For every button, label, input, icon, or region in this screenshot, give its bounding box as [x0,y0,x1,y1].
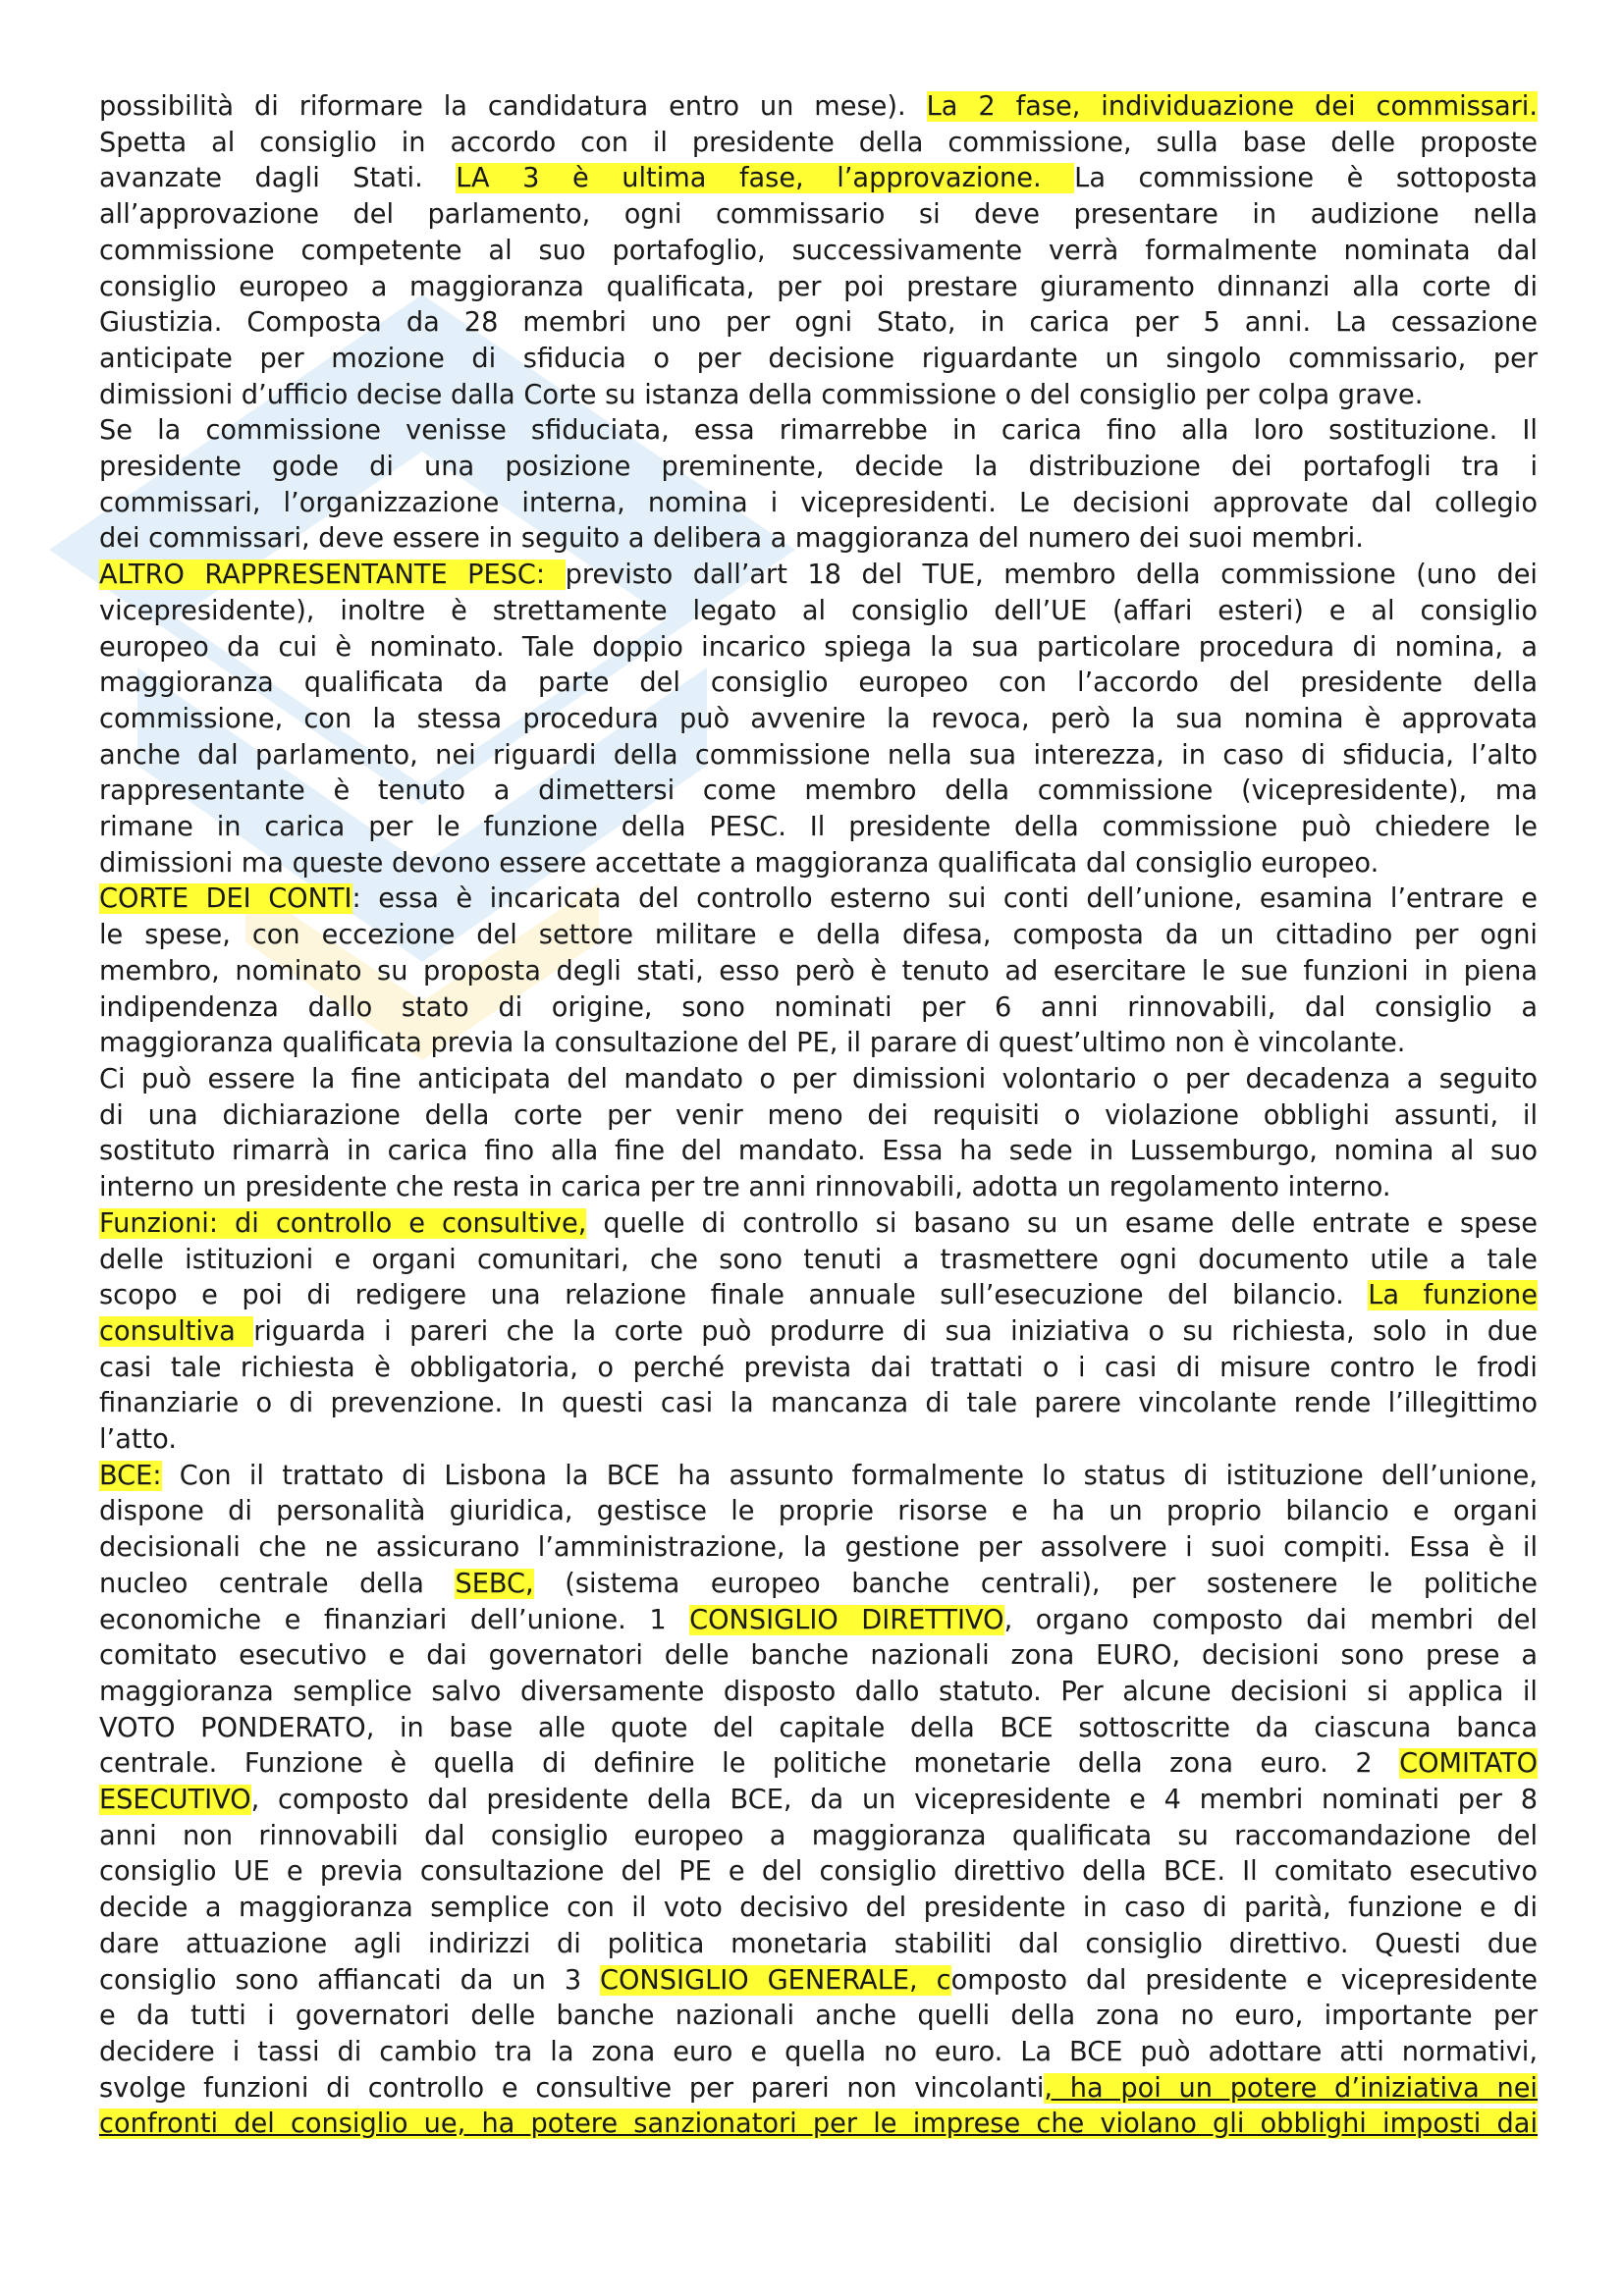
text-segment: economiche e finanziari dell’unione. 1 [99,1604,690,1635]
highlighted-text: confronti del consiglio ue, ha potere sanzionatori per le imprese che violano gli obblighi imposti dai [99,2109,1538,2140]
text-line [99,1854,1538,1891]
text-line [99,305,1538,342]
text-segment: europeo da cui è nominato. Tale doppio incarico spiega la sua particolare procedura di nomina, a [99,631,1538,663]
text-segment: di una dichiarazione della corte per venir meno dei requisiti o violazione obblighi assunti, il [99,1099,1538,1131]
text-segment: indipendenza dallo stato di origine, sono nominati per 6 anni rinnovabili, dal consiglio a [99,991,1538,1023]
text-line [99,2107,1538,2143]
text-line [99,738,1538,774]
text-line [99,450,1538,486]
text-line [99,1351,1538,1387]
text-segment: interno un presidente che resta in carica per tre anni rinnovabili, adotta un regolamento interno. [99,1172,1391,1203]
text-line [99,1062,1538,1098]
text-segment: sostituto rimarrà in carica fino alla fine del mandato. Essa ha sede in Lussemburgo, nomina al suo [99,1136,1538,1167]
text-segment: all’approvazione del parlamento, ogni commissario si deve presentare in audizione nella [99,199,1538,231]
text-segment: finanziarie o di prevenzione. In questi casi la mancanza di tale parere vincolante rende l’illegittimo [99,1388,1538,1419]
text-line [99,1891,1538,1927]
highlighted-text: La funzione [1368,1280,1538,1311]
text-segment: riguarda i pareri che la corte può produrre di sua iniziativa o su richiesta, solo in due [253,1315,1539,1347]
highlighted-text: CORTE DEI CONTI [99,883,352,915]
text-line [99,521,1538,558]
text-line [99,1098,1538,1135]
text-line [99,1494,1538,1530]
text-segment: dare attuazione agli indirizzi di politica monetaria stabiliti dal consiglio direttivo. Questi due [99,1928,1538,1959]
text-line [99,1783,1538,1819]
highlighted-text: consultiva [99,1315,254,1347]
text-segment: l’atto. [99,1424,177,1456]
text-line [99,197,1538,234]
text-segment: dimissioni d’ufficio decise dalla Corte su istanza della commissione o del consiglio per colpa grave. [99,379,1424,410]
text-segment: e da tutti i governatori delle banche nazionali anche quelli della zona no euro, importante per [99,2001,1538,2032]
text-line [99,1999,1538,2035]
text-line [99,2071,1538,2108]
text-line [99,558,1538,594]
text-line [99,1278,1538,1314]
text-segment: Se la commissione venisse sfiduciata, essa rimarrebbe in carica fino alla loro sostituzione. Il [99,415,1538,447]
highlighted-text: ALTRO RAPPRESENTANTE PESC: [99,560,566,591]
text-segment: rimane in carica per le funzione della PESC. Il presidente della commissione può chiedere le [99,812,1538,843]
text-line [99,1422,1538,1459]
text-segment: membro, nominato su proposta degli stati, esso però è tenuto ad esercitare le sue funzioni in piena [99,955,1538,987]
text-segment: maggioranza qualificata da parte del consiglio europeo con l’accordo del presidente della [99,667,1538,699]
text-line [99,1170,1538,1206]
text-segment: , composto dal presidente della BCE, da un vicepresidente e 4 membri nominati per 8 [250,1785,1538,1816]
text-line [99,1567,1538,1603]
text-segment: La commissione è sottoposta [1074,163,1539,194]
text-line [99,702,1538,738]
text-line [99,270,1538,306]
text-line [99,918,1538,954]
text-segment: (sistema europeo banche centrali), per sostenere le politiche [533,1568,1539,1599]
text-segment: presidente gode di una posizione preminente, decide la distribuzione dei portafogli tra i [99,452,1538,483]
text-segment: consiglio UE e previa consultazione del PE e del consiglio direttivo della BCE. Il comitato esecutivo [99,1856,1538,1888]
text-segment: decisionali che ne assicurano l’amministrazione, la gestione per assolvere i suoi compiti. Essa è il [99,1532,1538,1564]
text-line [99,1819,1538,1855]
text-line [99,881,1538,918]
text-segment: delle istituzioni e organi comunitari, che sono tenuti a trasmettere ogni documento utile a tale [99,1244,1538,1275]
highlighted-text: ESECUTIVO [99,1785,251,1816]
text-segment: dispone di personalità giuridica, gestisce le proprie risorse e ha un proprio bilancio e organi [99,1496,1538,1527]
text-line [99,1675,1538,1711]
text-segment: comitato esecutivo e dai governatori delle banche nazionali zona EURO, decisioni sono prese a [99,1640,1538,1672]
text-line [99,774,1538,810]
text-line [99,1963,1538,2000]
text-line [99,1711,1538,1747]
text-line [99,846,1538,882]
text-segment: Giustizia. Composta da 28 membri uno per ogni Stato, in carica per 5 anni. La cessazione [99,307,1538,339]
text-segment: Ci può essere la fine anticipata del mandato o per dimissioni volontario o per decadenza a seguito [99,1063,1538,1095]
text-segment: anni non rinnovabili dal consiglio europeo a maggioranza qualificata su raccomandazione del [99,1820,1538,1851]
text-segment: rappresentante è tenuto a dimettersi come membro della commissione (vicepresidente), ma [99,775,1538,807]
text-segment: dimissioni ma queste devono essere accettate a maggioranza qualificata dal consiglio europeo. [99,847,1380,879]
text-line [99,1746,1538,1783]
text-segment: possibilità di riformare la candidatura entro un mese). [99,91,927,122]
highlighted-text: La 2 fase, individuazione dei commissari. [926,91,1538,122]
text-segment: omposto dal presidente e vicepresidente [950,1964,1538,1996]
highlighted-text: CONSIGLIO DIRETTIVO [689,1604,1004,1635]
text-segment: consiglio sono affiancati da un 3 [99,1964,601,1996]
highlighted-text: COMITATO [1399,1748,1538,1780]
text-segment: previsto dall’art 18 del TUE, membro della commissione (uno dei [565,560,1538,591]
text-line [99,1134,1538,1170]
highlighted-text: , ha poi un potere d’iniziativa nei [1044,2072,1538,2104]
text-segment: le spese, con eccezione del settore militare e della difesa, composta da un cittadino per ogni [99,920,1538,951]
text-line [99,990,1538,1027]
text-segment: avanzate dagli Stati. [99,163,457,194]
text-segment: anche dal parlamento, nei riguardi della commissione nella sua interezza, in caso di sfiducia, l’alto [99,739,1538,771]
text-segment: dei commissari, deve essere in seguito a delibera a maggioranza del numero dei suoi membri. [99,523,1364,555]
text-segment: svolge funzioni di controllo e consultive per pareri non vincolanti [99,2072,1045,2104]
text-segment: , organo composto dai membri del [1003,1604,1538,1635]
text-line [99,486,1538,522]
text-segment: maggioranza qualificata previa la consultazione del PE, il parare di quest’ultimo non è vincolante. [99,1028,1406,1059]
text-line [99,1530,1538,1567]
text-line [99,1243,1538,1279]
text-segment: centrale. Funzione è quella di definire le politiche monetarie della zona euro. 2 [99,1748,1400,1780]
text-segment: VOTO PONDERATO, in base alle quote del capitale della BCE sottoscritte da ciascuna banca [99,1712,1538,1743]
text-segment: decide a maggioranza semplice con il voto decisivo del presidente in caso di parità, funzione e di [99,1893,1538,1924]
text-line [99,1026,1538,1062]
text-line [99,378,1538,414]
text-line [99,954,1538,990]
text-line [99,126,1538,162]
text-line [99,342,1538,378]
text-segment: scopo e poi di redigere una relazione finale annuale sull’esecuzione del bilancio. [99,1280,1369,1311]
text-line [99,1638,1538,1675]
text-segment: maggioranza semplice salvo diversamente disposto dallo statuto. Per alcune decisioni si applica il [99,1676,1538,1707]
text-line [99,1603,1538,1639]
highlighted-text: Funzioni: di controllo e consultive, [99,1207,587,1239]
text-segment: vicepresidente), inoltre è strettamente legato al consiglio dell’UE (affari esteri) e al consiglio [99,595,1538,626]
text-line [99,630,1538,667]
text-line [99,234,1538,270]
text-segment: commissione, con la stessa procedura può avvenire la revoca, però la sua nomina è approvata [99,703,1538,734]
text-segment: quelle di controllo si basano su un esame delle entrate e spese [586,1207,1539,1239]
text-line [99,1459,1538,1495]
highlighted-text: LA 3 è ultima fase, l’approvazione. [456,163,1075,194]
text-segment: commissione competente al suo portafoglio, successivamente verrà formalmente nominata dal [99,235,1538,266]
text-line [99,1386,1538,1422]
text-line [99,2035,1538,2071]
text-line [99,810,1538,846]
text-segment: consiglio europeo a maggioranza qualificata, per poi prestare giuramento dinnanzi alla corte di [99,271,1538,302]
highlighted-text: CONSIGLIO GENERALE, c [600,1964,951,1996]
text-segment: casi tale richiesta è obbligatoria, o perché prevista dai trattati o i casi di misure contro le frodi [99,1352,1538,1383]
highlighted-text: BCE: [99,1460,162,1491]
text-segment: decidere i tassi di cambio tra la zona euro e quella no euro. La BCE può adottare atti normativi, [99,2036,1538,2067]
document-body [99,89,1538,2143]
text-line [99,1927,1538,1963]
text-line [99,89,1538,126]
text-line [99,594,1538,630]
text-line [99,666,1538,702]
text-segment: commissari, l’organizzazione interna, nomina i vicepresidenti. Le decisioni approvate dal collegio [99,487,1538,518]
text-line [99,1314,1538,1351]
text-segment: Con il trattato di Lisbona la BCE ha assunto formalmente lo status di istituzione dell’unione, [161,1460,1538,1491]
text-line [99,413,1538,450]
text-segment: nucleo centrale della [99,1568,456,1599]
text-line [99,161,1538,197]
text-line [99,1206,1538,1243]
text-segment: : essa è incaricata del controllo esterno sui conti dell’unione, esamina l’entrare e [352,883,1539,915]
text-segment: anticipate per mozione di sfiducia o per decisione riguardante un singolo commissario, per [99,343,1538,374]
highlighted-text: SEBC, [455,1568,534,1599]
text-segment: Spetta al consiglio in accordo con il presidente della commissione, sulla base delle proposte [99,127,1538,158]
